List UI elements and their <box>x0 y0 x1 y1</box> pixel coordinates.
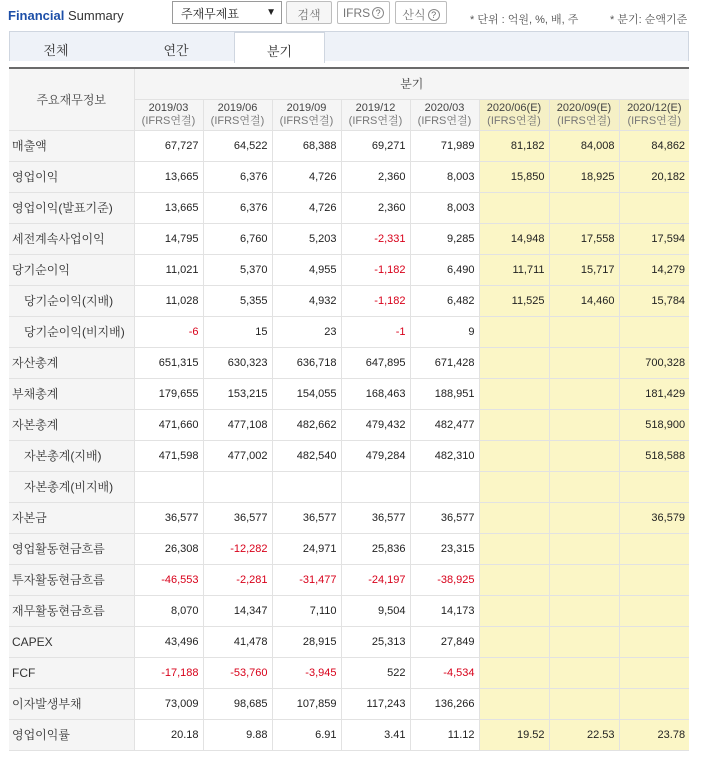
table-cell: 518,588 <box>619 440 689 471</box>
table-cell: 26,308 <box>134 533 203 564</box>
table-row <box>9 316 689 347</box>
row-label: 매출액 <box>9 130 134 161</box>
table-cell: 4,726 <box>272 192 341 223</box>
table-cell: 11,021 <box>134 254 203 285</box>
table-cell: -31,477 <box>272 564 341 595</box>
table-cell: 81,182 <box>479 130 549 161</box>
row-label: 재무활동현금흐름 <box>9 595 134 626</box>
table-cell <box>479 409 549 440</box>
table-cell: 67,727 <box>134 130 203 161</box>
table-cell: 9.88 <box>203 719 272 750</box>
table-cell <box>479 192 549 223</box>
table-row <box>9 626 689 657</box>
table-cell: -12,282 <box>203 533 272 564</box>
table-cell: 518,900 <box>619 409 689 440</box>
table-cell: 479,432 <box>341 409 410 440</box>
table-cell: 168,463 <box>341 378 410 409</box>
table-cell <box>479 316 549 347</box>
table-cell: 700,328 <box>619 347 689 378</box>
table-row <box>9 223 689 254</box>
table-row <box>9 409 689 440</box>
table-cell: 17,594 <box>619 223 689 254</box>
tab-quarterly[interactable]: 분기 <box>234 32 325 63</box>
table-cell: 23 <box>272 316 341 347</box>
column-period: 2019/06 <box>217 102 258 114</box>
table-cell <box>479 378 549 409</box>
table-cell: 14,795 <box>134 223 203 254</box>
table-cell: 15,850 <box>479 161 549 192</box>
table-cell: 36,577 <box>341 502 410 533</box>
column-header <box>619 99 689 130</box>
row-label: 영업이익(발표기준) <box>9 192 134 223</box>
ifrs-help-button[interactable] <box>337 1 390 24</box>
table-cell <box>619 564 689 595</box>
column-period: 2020/03 <box>424 102 465 114</box>
table-cell <box>479 688 549 719</box>
column-period: 2020/12(E) <box>627 102 682 114</box>
help-icon: ? <box>428 9 440 21</box>
table-cell: 651,315 <box>134 347 203 378</box>
row-label: 자본총계(지배) <box>9 440 134 471</box>
row-label: 부채총계 <box>9 378 134 409</box>
table-cell: 6.91 <box>272 719 341 750</box>
column-basis: (IFRS연결) <box>557 115 611 127</box>
table-cell: 6,376 <box>203 161 272 192</box>
table-row <box>9 502 689 533</box>
table-row <box>9 130 689 161</box>
column-header <box>134 99 203 130</box>
row-label: 세전계속사업이익 <box>9 223 134 254</box>
page-title <box>8 8 124 23</box>
column-header <box>272 99 341 130</box>
table-cell <box>619 595 689 626</box>
basis-note: * 분기: 순액기준 <box>610 14 688 26</box>
table-cell <box>479 502 549 533</box>
table-cell: 3.41 <box>341 719 410 750</box>
column-basis: (IFRS연결) <box>487 115 541 127</box>
column-basis: (IFRS연결) <box>627 115 682 127</box>
table-cell: 14,948 <box>479 223 549 254</box>
table-cell <box>134 471 203 502</box>
table-cell: 28,915 <box>272 626 341 657</box>
table-cell: 117,243 <box>341 688 410 719</box>
ifrs-label: IFRS <box>342 6 371 20</box>
statement-select-value: 주재무제표 <box>181 7 239 21</box>
table-cell <box>549 688 619 719</box>
column-group-header: 분기 <box>134 68 689 99</box>
table-cell: 36,577 <box>410 502 479 533</box>
table-cell: 6,490 <box>410 254 479 285</box>
table-cell: 27,849 <box>410 626 479 657</box>
table-cell <box>549 657 619 688</box>
table-cell: 181,429 <box>619 378 689 409</box>
financial-summary-table <box>9 67 689 751</box>
table-cell: 4,955 <box>272 254 341 285</box>
table-cell <box>272 471 341 502</box>
table-row <box>9 440 689 471</box>
row-label: 이자발생부채 <box>9 688 134 719</box>
table-cell: 20,182 <box>619 161 689 192</box>
table-cell: 4,932 <box>272 285 341 316</box>
table-row <box>9 192 689 223</box>
table-cell: 11,028 <box>134 285 203 316</box>
table-cell <box>549 316 619 347</box>
table-row <box>9 533 689 564</box>
row-label: 당기순이익 <box>9 254 134 285</box>
table-row <box>9 347 689 378</box>
table-cell: 188,951 <box>410 378 479 409</box>
table-cell: 6,482 <box>410 285 479 316</box>
table-row <box>9 254 689 285</box>
table-cell: 18,925 <box>549 161 619 192</box>
table-cell: -1 <box>341 316 410 347</box>
table-cell: 36,577 <box>203 502 272 533</box>
table-cell <box>619 688 689 719</box>
table-cell: 13,665 <box>134 192 203 223</box>
table-cell <box>479 595 549 626</box>
column-period: 2019/03 <box>148 102 189 114</box>
table-cell: 636,718 <box>272 347 341 378</box>
table-cell <box>549 378 619 409</box>
column-period: 2019/12 <box>355 102 396 114</box>
table-cell: 11,711 <box>479 254 549 285</box>
table-cell: 471,660 <box>134 409 203 440</box>
column-header <box>549 99 619 130</box>
search-button[interactable]: 검색 <box>286 1 332 24</box>
table-cell: 647,895 <box>341 347 410 378</box>
table-cell <box>549 595 619 626</box>
table-cell: 4,726 <box>272 161 341 192</box>
table-row <box>9 161 689 192</box>
table-cell <box>619 192 689 223</box>
table-cell: 11,525 <box>479 285 549 316</box>
table-cell: -46,553 <box>134 564 203 595</box>
table-cell: 15,784 <box>619 285 689 316</box>
title-part-summary: Summary <box>67 8 124 23</box>
formula-label: 산식 <box>402 8 426 22</box>
column-basis: (IFRS연결) <box>279 115 334 127</box>
table-cell: 630,323 <box>203 347 272 378</box>
table-cell <box>479 657 549 688</box>
table-cell: -6 <box>134 316 203 347</box>
table-cell: 14,173 <box>410 595 479 626</box>
row-label: 영업활동현금흐름 <box>9 533 134 564</box>
table-cell: 17,558 <box>549 223 619 254</box>
table-cell: 43,496 <box>134 626 203 657</box>
table-cell: -2,281 <box>203 564 272 595</box>
table-cell: 36,579 <box>619 502 689 533</box>
table-cell <box>549 564 619 595</box>
table-cell: 25,313 <box>341 626 410 657</box>
table-cell: -2,331 <box>341 223 410 254</box>
table-cell: 71,989 <box>410 130 479 161</box>
table-cell: 14,347 <box>203 595 272 626</box>
table-cell: 2,360 <box>341 192 410 223</box>
table-cell: 154,055 <box>272 378 341 409</box>
table-cell: 477,108 <box>203 409 272 440</box>
table-cell: 479,284 <box>341 440 410 471</box>
table-corner-label: 주요재무정보 <box>9 68 134 130</box>
table-cell: 23.78 <box>619 719 689 750</box>
row-label: 영업이익 <box>9 161 134 192</box>
table-cell: 482,662 <box>272 409 341 440</box>
table-cell: 13,665 <box>134 161 203 192</box>
table-cell <box>549 409 619 440</box>
table-cell: 15,717 <box>549 254 619 285</box>
table-row <box>9 285 689 316</box>
table-cell: 9 <box>410 316 479 347</box>
column-basis: (IFRS연결) <box>141 115 196 127</box>
table-cell: 9,504 <box>341 595 410 626</box>
table-cell <box>479 347 549 378</box>
column-header <box>479 99 549 130</box>
column-basis: (IFRS연결) <box>417 115 472 127</box>
table-cell: 5,203 <box>272 223 341 254</box>
table-cell <box>479 564 549 595</box>
row-label: 자본총계 <box>9 409 134 440</box>
table-row <box>9 564 689 595</box>
table-cell: 24,971 <box>272 533 341 564</box>
table-cell: 482,310 <box>410 440 479 471</box>
table-cell: 482,540 <box>272 440 341 471</box>
table-cell <box>479 471 549 502</box>
table-cell: -38,925 <box>410 564 479 595</box>
row-label: 자산총계 <box>9 347 134 378</box>
table-cell: 5,355 <box>203 285 272 316</box>
column-period: 2020/06(E) <box>486 102 542 114</box>
table-cell: 84,862 <box>619 130 689 161</box>
table-cell: 522 <box>341 657 410 688</box>
table-cell <box>549 192 619 223</box>
column-basis: (IFRS연결) <box>348 115 403 127</box>
table-cell: 671,428 <box>410 347 479 378</box>
row-label: FCF <box>9 657 134 688</box>
table-cell: 73,009 <box>134 688 203 719</box>
top-bar <box>0 0 705 30</box>
table-cell: 14,279 <box>619 254 689 285</box>
table-cell: -1,182 <box>341 285 410 316</box>
table-cell: -4,534 <box>410 657 479 688</box>
table-cell: 25,836 <box>341 533 410 564</box>
table-row <box>9 471 689 502</box>
tab-all[interactable]: 전체 <box>43 43 69 58</box>
table-cell <box>619 657 689 688</box>
table-cell: 36,577 <box>134 502 203 533</box>
table-cell <box>479 626 549 657</box>
table-cell: -24,197 <box>341 564 410 595</box>
table-cell <box>549 471 619 502</box>
table-cell: 22.53 <box>549 719 619 750</box>
column-header <box>203 99 272 130</box>
tab-annual[interactable]: 연간 <box>163 43 189 58</box>
table-cell: 84,008 <box>549 130 619 161</box>
table-cell <box>619 471 689 502</box>
table-cell: 6,376 <box>203 192 272 223</box>
table-cell: 8,003 <box>410 192 479 223</box>
table-cell <box>203 471 272 502</box>
column-period: 2020/09(E) <box>556 102 612 114</box>
table-cell: 482,477 <box>410 409 479 440</box>
column-period: 2019/09 <box>286 102 327 114</box>
table-cell <box>479 440 549 471</box>
table-cell: 8,070 <box>134 595 203 626</box>
column-basis: (IFRS연결) <box>210 115 265 127</box>
table-cell <box>619 626 689 657</box>
table-cell: 8,003 <box>410 161 479 192</box>
table-cell: 471,598 <box>134 440 203 471</box>
table-cell: 20.18 <box>134 719 203 750</box>
table-cell: 64,522 <box>203 130 272 161</box>
table-cell: -53,760 <box>203 657 272 688</box>
table-cell: 9,285 <box>410 223 479 254</box>
table-cell: -17,188 <box>134 657 203 688</box>
table-cell: 36,577 <box>272 502 341 533</box>
table-cell: -1,182 <box>341 254 410 285</box>
row-label: CAPEX <box>9 626 134 657</box>
statement-select[interactable] <box>172 1 282 24</box>
table-cell: 107,859 <box>272 688 341 719</box>
table-cell <box>619 533 689 564</box>
table-row <box>9 657 689 688</box>
table-cell: 23,315 <box>410 533 479 564</box>
table-row <box>9 378 689 409</box>
title-part-financial: Financial <box>8 8 65 23</box>
column-header <box>410 99 479 130</box>
table-cell <box>619 316 689 347</box>
row-label: 당기순이익(비지배) <box>9 316 134 347</box>
table-cell: 41,478 <box>203 626 272 657</box>
chevron-down-icon: ▼ <box>266 7 276 18</box>
table-cell: 6,760 <box>203 223 272 254</box>
formula-help-button[interactable] <box>395 1 447 24</box>
table-cell: 477,002 <box>203 440 272 471</box>
table-cell: 5,370 <box>203 254 272 285</box>
table-cell <box>549 502 619 533</box>
table-cell <box>341 471 410 502</box>
table-cell <box>549 626 619 657</box>
row-label: 영업이익률 <box>9 719 134 750</box>
table-cell: 68,388 <box>272 130 341 161</box>
table-cell: 153,215 <box>203 378 272 409</box>
row-label: 투자활동현금흐름 <box>9 564 134 595</box>
table-cell: 136,266 <box>410 688 479 719</box>
table-cell: -3,945 <box>272 657 341 688</box>
table-cell: 14,460 <box>549 285 619 316</box>
table-row <box>9 719 689 750</box>
table-cell: 19.52 <box>479 719 549 750</box>
row-label: 자본총계(비지배) <box>9 471 134 502</box>
table-cell <box>549 533 619 564</box>
table-cell <box>479 533 549 564</box>
table-row <box>9 595 689 626</box>
column-header <box>341 99 410 130</box>
table-cell <box>549 347 619 378</box>
table-cell: 69,271 <box>341 130 410 161</box>
row-label: 당기순이익(지배) <box>9 285 134 316</box>
table-row <box>9 688 689 719</box>
table-cell: 15 <box>203 316 272 347</box>
row-label: 자본금 <box>9 502 134 533</box>
table-cell: 7,110 <box>272 595 341 626</box>
table-cell <box>410 471 479 502</box>
table-cell <box>549 440 619 471</box>
unit-note: * 단위 : 억원, %, 배, 주 <box>470 14 579 26</box>
help-icon: ? <box>372 7 384 19</box>
table-cell: 98,685 <box>203 688 272 719</box>
table-cell: 2,360 <box>341 161 410 192</box>
table-cell: 179,655 <box>134 378 203 409</box>
table-cell: 11.12 <box>410 719 479 750</box>
period-tabs <box>9 31 689 61</box>
